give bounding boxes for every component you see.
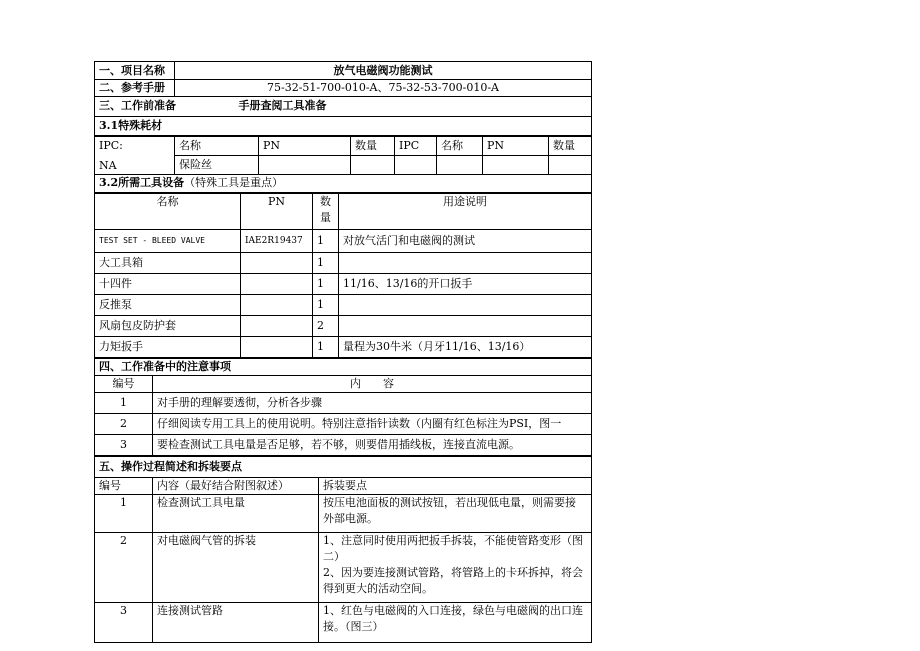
list-item: 1、红色与电磁阀的入口连接，绿色与电磁阀的出口连接。（图三） bbox=[323, 603, 583, 633]
tools-header-name: 名称 bbox=[95, 193, 241, 229]
procedure-content: 连接测试管路 bbox=[153, 602, 319, 642]
tool-qty: 1 bbox=[313, 336, 339, 357]
consumables-name-2 bbox=[437, 155, 483, 174]
tool-usage bbox=[339, 252, 592, 273]
precaution-num: 1 bbox=[95, 392, 153, 413]
consumables-header-name-2: 名称 bbox=[437, 136, 483, 155]
consumables-pn bbox=[259, 155, 351, 174]
tool-qty: 2 bbox=[313, 315, 339, 336]
section-4-title: 四、工作准备中的注意事项 bbox=[95, 358, 592, 375]
precaution-content: 要检查测试工具电量是否足够，若不够，则要借用插线板，连接直流电源。 bbox=[153, 434, 592, 455]
table-row bbox=[95, 252, 592, 273]
tool-name: 十四件 bbox=[95, 273, 241, 294]
procedure-points bbox=[319, 532, 592, 602]
tool-usage: 对放气活门和电磁阀的测试 bbox=[339, 229, 592, 252]
work-prep-value: 手册查阅工具准备 bbox=[235, 97, 592, 116]
procedure-table bbox=[94, 456, 592, 643]
tool-pn bbox=[241, 252, 313, 273]
table-row bbox=[95, 602, 592, 642]
procedure-content: 对电磁阀气管的拆装 bbox=[153, 532, 319, 602]
procedure-points: 按压电池面板的测试按钮，若出现低电量，则需要接 外部电源。 bbox=[319, 494, 592, 532]
list-item: 2、因为要连接测试管路，将管路上的卡环拆掉，将会得到更大的活动空间。 bbox=[323, 565, 583, 595]
tool-usage bbox=[339, 294, 592, 315]
consumables-pn-2 bbox=[483, 155, 549, 174]
consumables-qty-2 bbox=[549, 155, 592, 174]
consumables-ipc: NA bbox=[95, 155, 175, 174]
procedure-num: 3 bbox=[95, 602, 153, 642]
section-5-title: 五、操作过程简述和拆装要点 bbox=[95, 456, 592, 477]
consumables-header-qty: 数量 bbox=[351, 136, 395, 155]
consumables-header-pn: PN bbox=[259, 136, 351, 155]
consumables-ipc-2 bbox=[395, 155, 437, 174]
procedure-num: 1 bbox=[95, 494, 153, 532]
tools-header-usage: 用途说明 bbox=[339, 193, 592, 229]
tools-header-row bbox=[95, 193, 592, 229]
tool-name: 力矩扳手 bbox=[95, 336, 241, 357]
tool-name: 反推泵 bbox=[95, 294, 241, 315]
tools-table bbox=[94, 193, 592, 358]
consumables-name: 保险丝 bbox=[175, 155, 259, 174]
procedure-content: 检查测试工具电量 bbox=[153, 494, 319, 532]
tool-pn bbox=[241, 336, 313, 357]
table-row bbox=[95, 273, 592, 294]
procedure-header-points: 拆装要点 bbox=[319, 477, 592, 494]
section-3-1-title: 3.1特殊耗材 bbox=[95, 116, 592, 135]
precautions-header-content: 内 容 bbox=[153, 375, 592, 392]
tool-usage: 11/16、13/16的开口扳手 bbox=[339, 273, 592, 294]
precautions-table bbox=[94, 358, 592, 456]
tool-pn bbox=[241, 273, 313, 294]
table-row bbox=[95, 494, 592, 532]
reference-manual-value: 75-32-51-700-010-A、75-32-53-700-010-A bbox=[175, 80, 592, 97]
section-3-2-title-note: （特殊工具是重点） bbox=[184, 176, 284, 189]
precaution-num: 2 bbox=[95, 413, 153, 434]
table-row bbox=[95, 336, 592, 357]
tool-qty: 1 bbox=[313, 229, 339, 252]
tool-qty: 1 bbox=[313, 252, 339, 273]
list-item: 1、注意同时使用两把扳手拆装，不能使管路变形（图 二） bbox=[323, 533, 583, 563]
consumables-row bbox=[95, 155, 592, 174]
procedure-header-content: 内容（最好结合附图叙述） bbox=[153, 477, 319, 494]
table-row bbox=[95, 315, 592, 336]
procedure-header-row bbox=[95, 477, 592, 494]
project-name-label: 一、项目名称 bbox=[95, 62, 175, 80]
consumables-header-name: 名称 bbox=[175, 136, 259, 155]
table-row bbox=[95, 413, 592, 434]
precaution-content: 对手册的理解要透彻，分析各步骤 bbox=[153, 392, 592, 413]
precaution-content: 仔细阅读专用工具上的使用说明。特别注意指针读数（内圈有红色标注为PSI，图一 bbox=[153, 413, 592, 434]
tool-name: TEST SET - BLEED VALVE bbox=[95, 229, 241, 252]
tool-pn bbox=[241, 294, 313, 315]
consumables-header-row bbox=[95, 136, 592, 155]
procedure-points bbox=[319, 602, 592, 642]
procedure-num: 2 bbox=[95, 532, 153, 602]
tool-pn: IAE2R19437 bbox=[241, 229, 313, 252]
project-name-value: 放气电磁阀功能测试 bbox=[175, 62, 592, 80]
tool-qty: 1 bbox=[313, 294, 339, 315]
tool-usage bbox=[339, 315, 592, 336]
procedure-header-num: 编号 bbox=[95, 477, 153, 494]
section-3-2-title bbox=[95, 174, 592, 192]
tools-header-qty: 数 量 bbox=[313, 193, 339, 229]
prep-row-table bbox=[94, 97, 592, 136]
table-row bbox=[95, 294, 592, 315]
consumables-header-ipc: IPC: bbox=[95, 136, 175, 155]
consumables-qty bbox=[351, 155, 395, 174]
section-3-2-title-text: 3.2所需工具设备 bbox=[99, 176, 185, 189]
reference-manual-label: 二、参考手册 bbox=[95, 80, 175, 97]
table-row bbox=[95, 392, 592, 413]
tools-header-pn: PN bbox=[241, 193, 313, 229]
precaution-num: 3 bbox=[95, 434, 153, 455]
table-row bbox=[95, 229, 592, 252]
tool-usage: 量程为30牛米（月牙11/16、13/16） bbox=[339, 336, 592, 357]
tool-name: 大工具箱 bbox=[95, 252, 241, 273]
document bbox=[94, 61, 592, 643]
consumables-header-pn-2: PN bbox=[483, 136, 549, 155]
table-row bbox=[95, 434, 592, 455]
precautions-header-row bbox=[95, 375, 592, 392]
table-row bbox=[95, 532, 592, 602]
tool-qty: 1 bbox=[313, 273, 339, 294]
consumables-header-qty-2: 数量 bbox=[549, 136, 592, 155]
precautions-header-num: 编号 bbox=[95, 375, 153, 392]
tool-pn bbox=[241, 315, 313, 336]
header-table bbox=[94, 61, 592, 97]
work-prep-label: 三、工作前准备 bbox=[95, 97, 235, 116]
consumables-header-ipc-2: IPC bbox=[395, 136, 437, 155]
consumables-table bbox=[94, 136, 592, 193]
tool-name: 风扇包皮防护套 bbox=[95, 315, 241, 336]
